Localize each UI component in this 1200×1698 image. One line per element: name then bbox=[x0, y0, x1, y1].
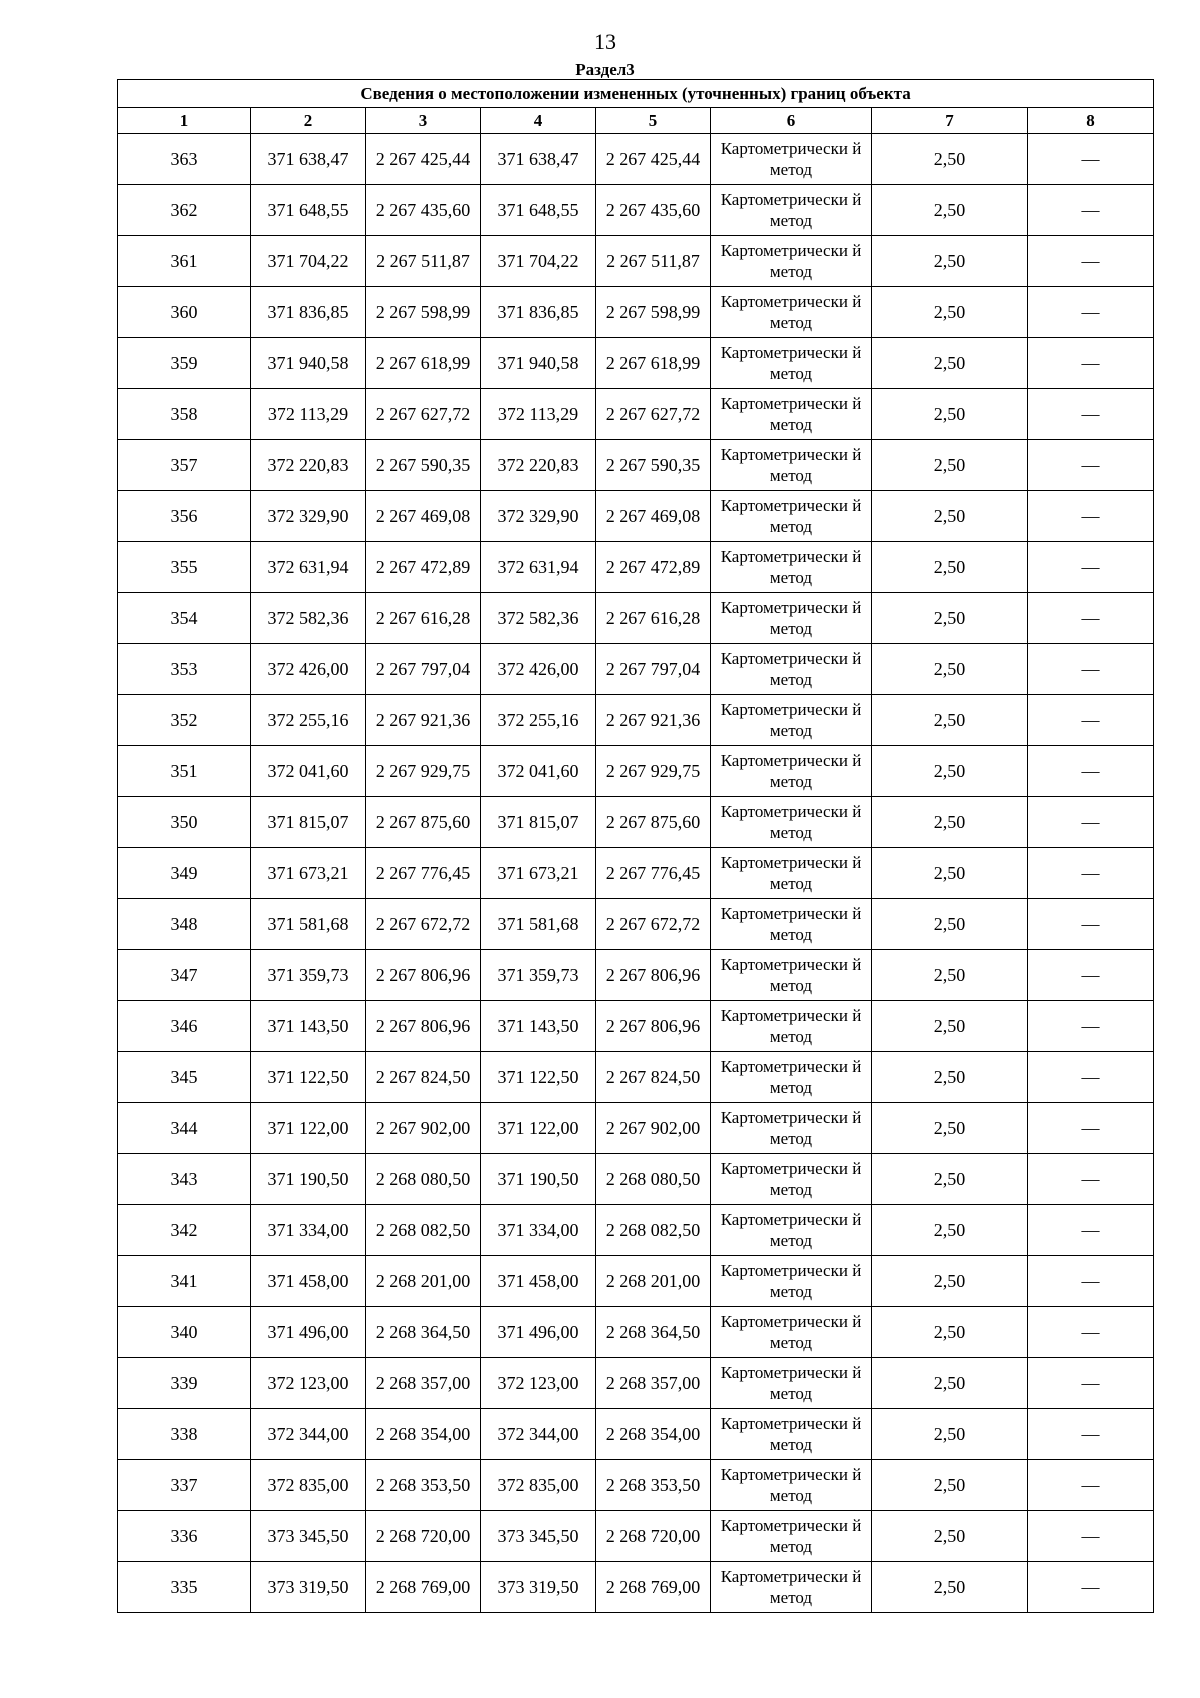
table-cell-col-2: 371 648,55 bbox=[251, 185, 366, 236]
table-cell-col-6: Картометрически й метод bbox=[711, 338, 872, 389]
table-cell-col-2: 371 940,58 bbox=[251, 338, 366, 389]
table-cell-col-7: 2,50 bbox=[872, 389, 1028, 440]
table-cell-col-8: — bbox=[1028, 1307, 1154, 1358]
table-cell-col-8: — bbox=[1028, 644, 1154, 695]
table-cell-col-3: 2 267 921,36 bbox=[366, 695, 481, 746]
table-cell-col-6: Картометрически й метод bbox=[711, 389, 872, 440]
table-cell-col-7: 2,50 bbox=[872, 644, 1028, 695]
table-cell-col-3: 2 267 511,87 bbox=[366, 236, 481, 287]
table-cell-col-8: — bbox=[1028, 797, 1154, 848]
table-cell-col-8: — bbox=[1028, 848, 1154, 899]
table-cell-col-8: — bbox=[1028, 1205, 1154, 1256]
table-cell-col-6: Картометрически й метод bbox=[711, 1511, 872, 1562]
table-cell-col-4: 372 329,90 bbox=[481, 491, 596, 542]
table-cell-col-4: 371 581,68 bbox=[481, 899, 596, 950]
table-cell-col-6: Картометрически й метод bbox=[711, 746, 872, 797]
table-cell-col-5: 2 268 364,50 bbox=[596, 1307, 711, 1358]
table-cell-col-4: 371 940,58 bbox=[481, 338, 596, 389]
table-cell-col-5: 2 267 618,99 bbox=[596, 338, 711, 389]
table-cell-col-5: 2 267 472,89 bbox=[596, 542, 711, 593]
table-cell-col-6: Картометрически й метод bbox=[711, 236, 872, 287]
table-row bbox=[118, 1409, 1154, 1460]
table-cell-col-7: 2,50 bbox=[872, 1103, 1028, 1154]
table-cell-col-1: 337 bbox=[118, 1460, 251, 1511]
table-cell-col-1: 344 bbox=[118, 1103, 251, 1154]
table-cell-col-4: 372 426,00 bbox=[481, 644, 596, 695]
table-cell-col-1: 346 bbox=[118, 1001, 251, 1052]
table-cell-col-5: 2 267 616,28 bbox=[596, 593, 711, 644]
table-cell-col-8: — bbox=[1028, 1001, 1154, 1052]
table-cell-col-5: 2 268 080,50 bbox=[596, 1154, 711, 1205]
table-cell-col-4: 371 638,47 bbox=[481, 134, 596, 185]
table-cell-col-4: 371 704,22 bbox=[481, 236, 596, 287]
table-cell-col-6: Картометрически й метод bbox=[711, 1358, 872, 1409]
table-cell-col-8: — bbox=[1028, 1409, 1154, 1460]
table-cell-col-4: 372 582,36 bbox=[481, 593, 596, 644]
table-row bbox=[118, 848, 1154, 899]
table-cell-col-7: 2,50 bbox=[872, 593, 1028, 644]
table-cell-col-7: 2,50 bbox=[872, 1460, 1028, 1511]
table-cell-col-7: 2,50 bbox=[872, 440, 1028, 491]
table-cell-col-1: 343 bbox=[118, 1154, 251, 1205]
table-cell-col-2: 371 122,00 bbox=[251, 1103, 366, 1154]
table-cell-col-5: 2 268 201,00 bbox=[596, 1256, 711, 1307]
table-row bbox=[118, 1154, 1154, 1205]
table-cell-col-3: 2 267 627,72 bbox=[366, 389, 481, 440]
table-cell-col-6: Картометрически й метод bbox=[711, 848, 872, 899]
table-row bbox=[118, 593, 1154, 644]
table-cell-col-2: 371 673,21 bbox=[251, 848, 366, 899]
table-cell-col-8: — bbox=[1028, 440, 1154, 491]
table-cell-col-5: 2 267 469,08 bbox=[596, 491, 711, 542]
column-number-2: 2 bbox=[251, 108, 366, 134]
table-cell-col-8: — bbox=[1028, 287, 1154, 338]
table-cell-col-2: 372 344,00 bbox=[251, 1409, 366, 1460]
column-number-6: 6 bbox=[711, 108, 872, 134]
table-cell-col-8: — bbox=[1028, 1256, 1154, 1307]
table-cell-col-1: 340 bbox=[118, 1307, 251, 1358]
table-cell-col-6: Картометрически й метод bbox=[711, 950, 872, 1001]
table-cell-col-6: Картометрически й метод bbox=[711, 134, 872, 185]
table-row bbox=[118, 1256, 1154, 1307]
table-cell-col-2: 372 041,60 bbox=[251, 746, 366, 797]
table-cell-col-3: 2 267 929,75 bbox=[366, 746, 481, 797]
table-cell-col-4: 371 190,50 bbox=[481, 1154, 596, 1205]
table-cell-col-3: 2 267 875,60 bbox=[366, 797, 481, 848]
table-cell-col-3: 2 267 902,00 bbox=[366, 1103, 481, 1154]
table-cell-col-4: 372 113,29 bbox=[481, 389, 596, 440]
table-cell-col-4: 371 648,55 bbox=[481, 185, 596, 236]
table-cell-col-1: 351 bbox=[118, 746, 251, 797]
table-cell-col-7: 2,50 bbox=[872, 542, 1028, 593]
table-cell-col-5: 2 267 598,99 bbox=[596, 287, 711, 338]
table-cell-col-6: Картометрически й метод bbox=[711, 542, 872, 593]
table-cell-col-8: — bbox=[1028, 1460, 1154, 1511]
table-cell-col-7: 2,50 bbox=[872, 236, 1028, 287]
table-cell-col-7: 2,50 bbox=[872, 134, 1028, 185]
table-cell-col-3: 2 267 672,72 bbox=[366, 899, 481, 950]
table-cell-col-7: 2,50 bbox=[872, 287, 1028, 338]
table-cell-col-6: Картометрически й метод bbox=[711, 1307, 872, 1358]
table-cell-col-5: 2 268 769,00 bbox=[596, 1562, 711, 1613]
table-cell-col-7: 2,50 bbox=[872, 695, 1028, 746]
table-row bbox=[118, 134, 1154, 185]
table-cell-col-3: 2 268 364,50 bbox=[366, 1307, 481, 1358]
table-cell-col-1: 354 bbox=[118, 593, 251, 644]
table-cell-col-3: 2 267 618,99 bbox=[366, 338, 481, 389]
table-cell-col-3: 2 267 590,35 bbox=[366, 440, 481, 491]
table-cell-col-1: 353 bbox=[118, 644, 251, 695]
table-cell-col-3: 2 268 353,50 bbox=[366, 1460, 481, 1511]
table-row bbox=[118, 1205, 1154, 1256]
table-cell-col-2: 372 631,94 bbox=[251, 542, 366, 593]
table-cell-col-5: 2 267 824,50 bbox=[596, 1052, 711, 1103]
table-cell-col-8: — bbox=[1028, 185, 1154, 236]
table-cell-col-5: 2 267 806,96 bbox=[596, 950, 711, 1001]
table-cell-col-3: 2 267 425,44 bbox=[366, 134, 481, 185]
table-cell-col-4: 371 122,50 bbox=[481, 1052, 596, 1103]
table-row bbox=[118, 644, 1154, 695]
table-cell-col-4: 371 458,00 bbox=[481, 1256, 596, 1307]
table-row bbox=[118, 542, 1154, 593]
table-cell-col-6: Картометрически й метод bbox=[711, 1256, 872, 1307]
table-cell-col-8: — bbox=[1028, 1562, 1154, 1613]
table-cell-col-1: 347 bbox=[118, 950, 251, 1001]
table-cell-col-6: Картометрически й метод bbox=[711, 899, 872, 950]
table-cell-col-4: 371 143,50 bbox=[481, 1001, 596, 1052]
table-cell-col-2: 372 329,90 bbox=[251, 491, 366, 542]
table-cell-col-5: 2 268 353,50 bbox=[596, 1460, 711, 1511]
table-cell-col-1: 341 bbox=[118, 1256, 251, 1307]
table-cell-col-4: 371 673,21 bbox=[481, 848, 596, 899]
table-cell-col-5: 2 267 929,75 bbox=[596, 746, 711, 797]
table-cell-col-3: 2 267 776,45 bbox=[366, 848, 481, 899]
table-cell-col-6: Картометрически й метод bbox=[711, 644, 872, 695]
table-cell-col-2: 372 426,00 bbox=[251, 644, 366, 695]
table-row bbox=[118, 695, 1154, 746]
table-row bbox=[118, 440, 1154, 491]
table-cell-col-6: Картометрически й метод bbox=[711, 1205, 872, 1256]
table-cell-col-5: 2 267 902,00 bbox=[596, 1103, 711, 1154]
table-cell-col-7: 2,50 bbox=[872, 1562, 1028, 1613]
table-cell-col-7: 2,50 bbox=[872, 1511, 1028, 1562]
table-cell-col-6: Картометрически й метод bbox=[711, 1154, 872, 1205]
table-row bbox=[118, 491, 1154, 542]
table-cell-col-1: 342 bbox=[118, 1205, 251, 1256]
table-cell-col-5: 2 267 435,60 bbox=[596, 185, 711, 236]
table-cell-col-4: 372 835,00 bbox=[481, 1460, 596, 1511]
table-cell-col-3: 2 267 824,50 bbox=[366, 1052, 481, 1103]
table-cell-col-5: 2 267 511,87 bbox=[596, 236, 711, 287]
table-cell-col-8: — bbox=[1028, 1358, 1154, 1409]
table-cell-col-4: 372 631,94 bbox=[481, 542, 596, 593]
table-cell-col-5: 2 267 590,35 bbox=[596, 440, 711, 491]
table-cell-col-7: 2,50 bbox=[872, 1001, 1028, 1052]
table-cell-col-5: 2 267 797,04 bbox=[596, 644, 711, 695]
table-cell-col-6: Картометрически й метод bbox=[711, 185, 872, 236]
table-cell-col-5: 2 267 806,96 bbox=[596, 1001, 711, 1052]
table-cell-col-3: 2 267 598,99 bbox=[366, 287, 481, 338]
table-cell-col-7: 2,50 bbox=[872, 848, 1028, 899]
table-cell-col-5: 2 267 921,36 bbox=[596, 695, 711, 746]
column-number-row bbox=[118, 108, 1154, 134]
table-cell-col-1: 359 bbox=[118, 338, 251, 389]
column-number-4: 4 bbox=[481, 108, 596, 134]
table-row bbox=[118, 1358, 1154, 1409]
table-cell-col-2: 371 458,00 bbox=[251, 1256, 366, 1307]
table-cell-col-8: — bbox=[1028, 899, 1154, 950]
table-cell-col-3: 2 268 769,00 bbox=[366, 1562, 481, 1613]
table-cell-col-8: — bbox=[1028, 1052, 1154, 1103]
table-cell-col-7: 2,50 bbox=[872, 1409, 1028, 1460]
table-row bbox=[118, 1052, 1154, 1103]
column-number-8: 8 bbox=[1028, 108, 1154, 134]
table-cell-col-1: 352 bbox=[118, 695, 251, 746]
table-body bbox=[118, 134, 1154, 1613]
table-cell-col-2: 372 255,16 bbox=[251, 695, 366, 746]
table-cell-col-2: 372 835,00 bbox=[251, 1460, 366, 1511]
section-title: Раздел3 bbox=[575, 60, 635, 79]
table-title: Сведения о местоположении измененных (уточненных) границ объекта bbox=[118, 80, 1154, 108]
table-cell-col-4: 371 496,00 bbox=[481, 1307, 596, 1358]
table-cell-col-1: 360 bbox=[118, 287, 251, 338]
table-cell-col-3: 2 268 354,00 bbox=[366, 1409, 481, 1460]
table-cell-col-8: — bbox=[1028, 1511, 1154, 1562]
table-cell-col-8: — bbox=[1028, 236, 1154, 287]
table-cell-col-7: 2,50 bbox=[872, 1154, 1028, 1205]
table-cell-col-8: — bbox=[1028, 746, 1154, 797]
column-number-5: 5 bbox=[596, 108, 711, 134]
table-cell-col-4: 372 123,00 bbox=[481, 1358, 596, 1409]
table-row bbox=[118, 899, 1154, 950]
table-cell-col-5: 2 268 354,00 bbox=[596, 1409, 711, 1460]
table-cell-col-6: Картометрически й метод bbox=[711, 797, 872, 848]
table-cell-col-2: 372 582,36 bbox=[251, 593, 366, 644]
table-cell-col-2: 372 113,29 bbox=[251, 389, 366, 440]
column-number-7: 7 bbox=[872, 108, 1028, 134]
table-cell-col-7: 2,50 bbox=[872, 950, 1028, 1001]
table-cell-col-4: 373 345,50 bbox=[481, 1511, 596, 1562]
table-cell-col-6: Картометрически й метод bbox=[711, 1460, 872, 1511]
table-cell-col-4: 373 319,50 bbox=[481, 1562, 596, 1613]
table-title-row bbox=[118, 80, 1154, 108]
table-cell-col-8: — bbox=[1028, 1103, 1154, 1154]
table-row bbox=[118, 287, 1154, 338]
table-cell-col-2: 373 345,50 bbox=[251, 1511, 366, 1562]
table-cell-col-1: 345 bbox=[118, 1052, 251, 1103]
table-row bbox=[118, 950, 1154, 1001]
table-cell-col-1: 349 bbox=[118, 848, 251, 899]
table-cell-col-6: Картометрически й метод bbox=[711, 1103, 872, 1154]
table-cell-col-2: 373 319,50 bbox=[251, 1562, 366, 1613]
table-cell-col-4: 372 255,16 bbox=[481, 695, 596, 746]
table-cell-col-6: Картометрически й метод bbox=[711, 1001, 872, 1052]
table-cell-col-1: 357 bbox=[118, 440, 251, 491]
table-cell-col-3: 2 268 080,50 bbox=[366, 1154, 481, 1205]
table-cell-col-3: 2 267 806,96 bbox=[366, 1001, 481, 1052]
table-cell-col-1: 348 bbox=[118, 899, 251, 950]
table-row bbox=[118, 746, 1154, 797]
table-cell-col-4: 372 344,00 bbox=[481, 1409, 596, 1460]
table-cell-col-1: 338 bbox=[118, 1409, 251, 1460]
table-cell-col-3: 2 267 472,89 bbox=[366, 542, 481, 593]
table-cell-col-7: 2,50 bbox=[872, 1307, 1028, 1358]
table-row bbox=[118, 338, 1154, 389]
table-cell-col-2: 372 220,83 bbox=[251, 440, 366, 491]
table-cell-col-7: 2,50 bbox=[872, 1358, 1028, 1409]
table-cell-col-3: 2 267 435,60 bbox=[366, 185, 481, 236]
table-cell-col-2: 372 123,00 bbox=[251, 1358, 366, 1409]
table-cell-col-5: 2 268 720,00 bbox=[596, 1511, 711, 1562]
table-cell-col-8: — bbox=[1028, 593, 1154, 644]
coordinates-table bbox=[117, 79, 1154, 1613]
table-cell-col-4: 372 220,83 bbox=[481, 440, 596, 491]
table-row bbox=[118, 1562, 1154, 1613]
table-cell-col-3: 2 267 806,96 bbox=[366, 950, 481, 1001]
table-cell-col-5: 2 267 425,44 bbox=[596, 134, 711, 185]
column-number-3: 3 bbox=[366, 108, 481, 134]
table-cell-col-2: 371 334,00 bbox=[251, 1205, 366, 1256]
table-cell-col-4: 371 334,00 bbox=[481, 1205, 596, 1256]
table-row bbox=[118, 1103, 1154, 1154]
table-cell-col-1: 355 bbox=[118, 542, 251, 593]
table-cell-col-7: 2,50 bbox=[872, 1052, 1028, 1103]
table-cell-col-1: 363 bbox=[118, 134, 251, 185]
table-cell-col-8: — bbox=[1028, 695, 1154, 746]
table-cell-col-5: 2 268 357,00 bbox=[596, 1358, 711, 1409]
table-cell-col-1: 362 bbox=[118, 185, 251, 236]
table-cell-col-1: 335 bbox=[118, 1562, 251, 1613]
table-cell-col-5: 2 267 627,72 bbox=[596, 389, 711, 440]
table-cell-col-6: Картометрически й метод bbox=[711, 695, 872, 746]
table-cell-col-2: 371 581,68 bbox=[251, 899, 366, 950]
table-cell-col-3: 2 268 720,00 bbox=[366, 1511, 481, 1562]
table-cell-col-5: 2 268 082,50 bbox=[596, 1205, 711, 1256]
table-cell-col-2: 371 359,73 bbox=[251, 950, 366, 1001]
table-row bbox=[118, 389, 1154, 440]
table-cell-col-8: — bbox=[1028, 1154, 1154, 1205]
table-cell-col-4: 371 122,00 bbox=[481, 1103, 596, 1154]
table-row bbox=[118, 236, 1154, 287]
table-cell-col-8: — bbox=[1028, 389, 1154, 440]
column-number-1: 1 bbox=[118, 108, 251, 134]
table-row bbox=[118, 797, 1154, 848]
page-number: 13 bbox=[594, 29, 616, 54]
table-row bbox=[118, 1307, 1154, 1358]
table-cell-col-2: 371 190,50 bbox=[251, 1154, 366, 1205]
table-cell-col-2: 371 836,85 bbox=[251, 287, 366, 338]
table-cell-col-5: 2 267 875,60 bbox=[596, 797, 711, 848]
table-cell-col-3: 2 268 082,50 bbox=[366, 1205, 481, 1256]
table-cell-col-2: 371 638,47 bbox=[251, 134, 366, 185]
table-cell-col-4: 372 041,60 bbox=[481, 746, 596, 797]
table-cell-col-2: 371 122,50 bbox=[251, 1052, 366, 1103]
table-cell-col-1: 356 bbox=[118, 491, 251, 542]
table-cell-col-7: 2,50 bbox=[872, 746, 1028, 797]
table-cell-col-1: 361 bbox=[118, 236, 251, 287]
table-cell-col-4: 371 359,73 bbox=[481, 950, 596, 1001]
table-cell-col-7: 2,50 bbox=[872, 797, 1028, 848]
table-cell-col-6: Картометрически й метод bbox=[711, 491, 872, 542]
table-cell-col-6: Картометрически й метод bbox=[711, 440, 872, 491]
table-cell-col-3: 2 268 357,00 bbox=[366, 1358, 481, 1409]
table-cell-col-3: 2 267 797,04 bbox=[366, 644, 481, 695]
table-cell-col-7: 2,50 bbox=[872, 1205, 1028, 1256]
table-cell-col-8: — bbox=[1028, 134, 1154, 185]
table-cell-col-3: 2 267 469,08 bbox=[366, 491, 481, 542]
table-cell-col-4: 371 836,85 bbox=[481, 287, 596, 338]
table-cell-col-6: Картометрически й метод bbox=[711, 1052, 872, 1103]
table-cell-col-1: 339 bbox=[118, 1358, 251, 1409]
table-cell-col-6: Картометрически й метод bbox=[711, 1562, 872, 1613]
table-cell-col-5: 2 267 776,45 bbox=[596, 848, 711, 899]
table-cell-col-7: 2,50 bbox=[872, 899, 1028, 950]
table-cell-col-7: 2,50 bbox=[872, 491, 1028, 542]
table-cell-col-8: — bbox=[1028, 338, 1154, 389]
table-cell-col-8: — bbox=[1028, 950, 1154, 1001]
table-cell-col-3: 2 267 616,28 bbox=[366, 593, 481, 644]
table-cell-col-1: 350 bbox=[118, 797, 251, 848]
table-cell-col-7: 2,50 bbox=[872, 1256, 1028, 1307]
table-cell-col-6: Картометрически й метод bbox=[711, 1409, 872, 1460]
table-cell-col-7: 2,50 bbox=[872, 338, 1028, 389]
table-cell-col-1: 358 bbox=[118, 389, 251, 440]
table-cell-col-2: 371 704,22 bbox=[251, 236, 366, 287]
table-row bbox=[118, 1511, 1154, 1562]
table-cell-col-6: Картометрически й метод bbox=[711, 287, 872, 338]
table-cell-col-1: 336 bbox=[118, 1511, 251, 1562]
table-cell-col-7: 2,50 bbox=[872, 185, 1028, 236]
table-cell-col-2: 371 496,00 bbox=[251, 1307, 366, 1358]
table-cell-col-3: 2 268 201,00 bbox=[366, 1256, 481, 1307]
table-cell-col-5: 2 267 672,72 bbox=[596, 899, 711, 950]
table-cell-col-8: — bbox=[1028, 491, 1154, 542]
table-cell-col-4: 371 815,07 bbox=[481, 797, 596, 848]
table-row bbox=[118, 185, 1154, 236]
table-row bbox=[118, 1460, 1154, 1511]
table-row bbox=[118, 1001, 1154, 1052]
table-cell-col-2: 371 815,07 bbox=[251, 797, 366, 848]
table-cell-col-6: Картометрически й метод bbox=[711, 593, 872, 644]
table-cell-col-8: — bbox=[1028, 542, 1154, 593]
table-cell-col-2: 371 143,50 bbox=[251, 1001, 366, 1052]
